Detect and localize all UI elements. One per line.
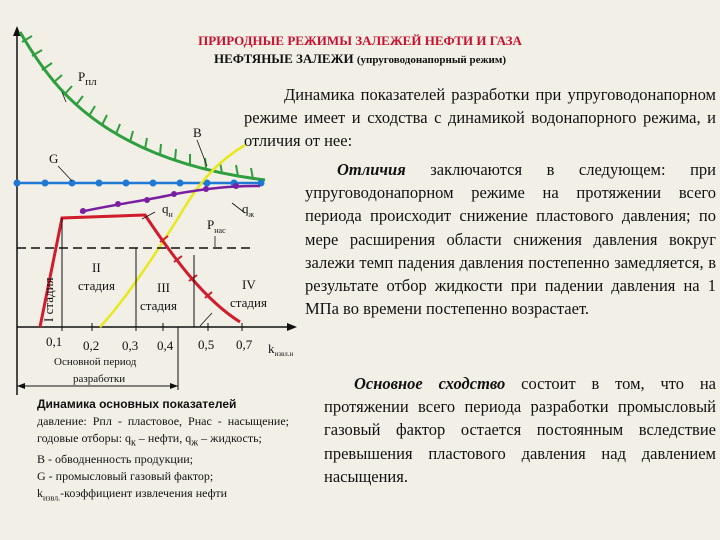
stage-2-word: стадия [78, 278, 115, 293]
legend-line-pressure: давление: Рпл - пластовое, Рнас - насыщение; годовые отборы: $q_к$ – нефти, $q_ж$ – жидкость; [37, 414, 289, 449]
label-b: В [193, 125, 202, 140]
x-axis-arrow [287, 323, 297, 331]
period-label-line2: разработки [73, 373, 126, 385]
intro-paragraph: Динамика показателей разработки при упруговодонапорном режиме имеет и сходства с динамикой водонапорного режима, и отличия от нее: [244, 85, 716, 151]
similarity-paragraph [324, 372, 716, 488]
stage-2-num: II [92, 260, 101, 275]
legend-heading: Динамика основных показателей [37, 397, 237, 411]
difference-heading: Отличия [337, 160, 406, 179]
stage-3-word: стадия [140, 298, 177, 313]
x-tick-label: 0,2 [83, 338, 100, 353]
difference-text: заключаются в следующем: при упруговодонапорном режиме на протяжении всего периода происходит снижение пластового давления; по мере расширения области снижения давления вокруг залежи темп падения давления постепенно замедляется, в результате отбор жидкости при падении давления на 1 МПа во времени постепенно возрастает. [305, 160, 716, 319]
legend-line-g: G - промысловый газовый фактор; [37, 469, 214, 484]
legend-line-k: $k_{извл.}$-коэффициент извлечения нефти [37, 486, 228, 503]
qn-curve [80, 186, 260, 212]
x-tick-label: 0,1 [46, 334, 63, 349]
period-arrow-right [170, 383, 178, 389]
stage-3-num: III [157, 280, 170, 295]
legend [37, 396, 289, 507]
similarity-heading: Основное сходство [354, 374, 506, 393]
stage-4-num: IV [242, 277, 256, 292]
x-axis-label: $k_{извл.н}$ [268, 341, 294, 358]
difference-paragraph [305, 158, 716, 320]
x-tick-label: 0,3 [122, 338, 139, 353]
label-ppl: $Р_{пл}$ [78, 69, 97, 88]
label-qzh: $q_ж$ [242, 201, 255, 219]
stage-1-label: I стадия [41, 277, 56, 322]
period-label-line1: Основной период [54, 356, 137, 368]
subtitle-main: НЕФТЯНЫЕ ЗАЛЕЖИ [214, 51, 354, 66]
x-tick-label: 0,5 [198, 337, 215, 352]
similarity-text: состоит в том, что на протяжении всего периода разработки промысловый газовый фактор остается постоянным вследствие превышения пластового давления над давлением насыщения. [324, 374, 717, 486]
label-pnas: $Р_{нас}$ [207, 217, 226, 235]
period-arrow-left [17, 383, 25, 389]
legend-line-b: В - обводненность продукции; [37, 452, 193, 467]
x-tick-label: 0,4 [157, 338, 174, 353]
label-g: G [49, 151, 59, 166]
x-tick-label: 0,7 [236, 337, 253, 352]
subtitle-sub: (упруговодонапорный режим) [356, 54, 506, 66]
label-qn: $q_н$ [162, 201, 173, 219]
development-dynamics-diagram [0, 25, 310, 395]
slide-title: ПРИРОДНЫЕ РЕЖИМЫ ЗАЛЕЖЕЙ НЕФТИ И ГАЗА [198, 33, 522, 48]
stage-4-word: стадия [230, 295, 267, 310]
